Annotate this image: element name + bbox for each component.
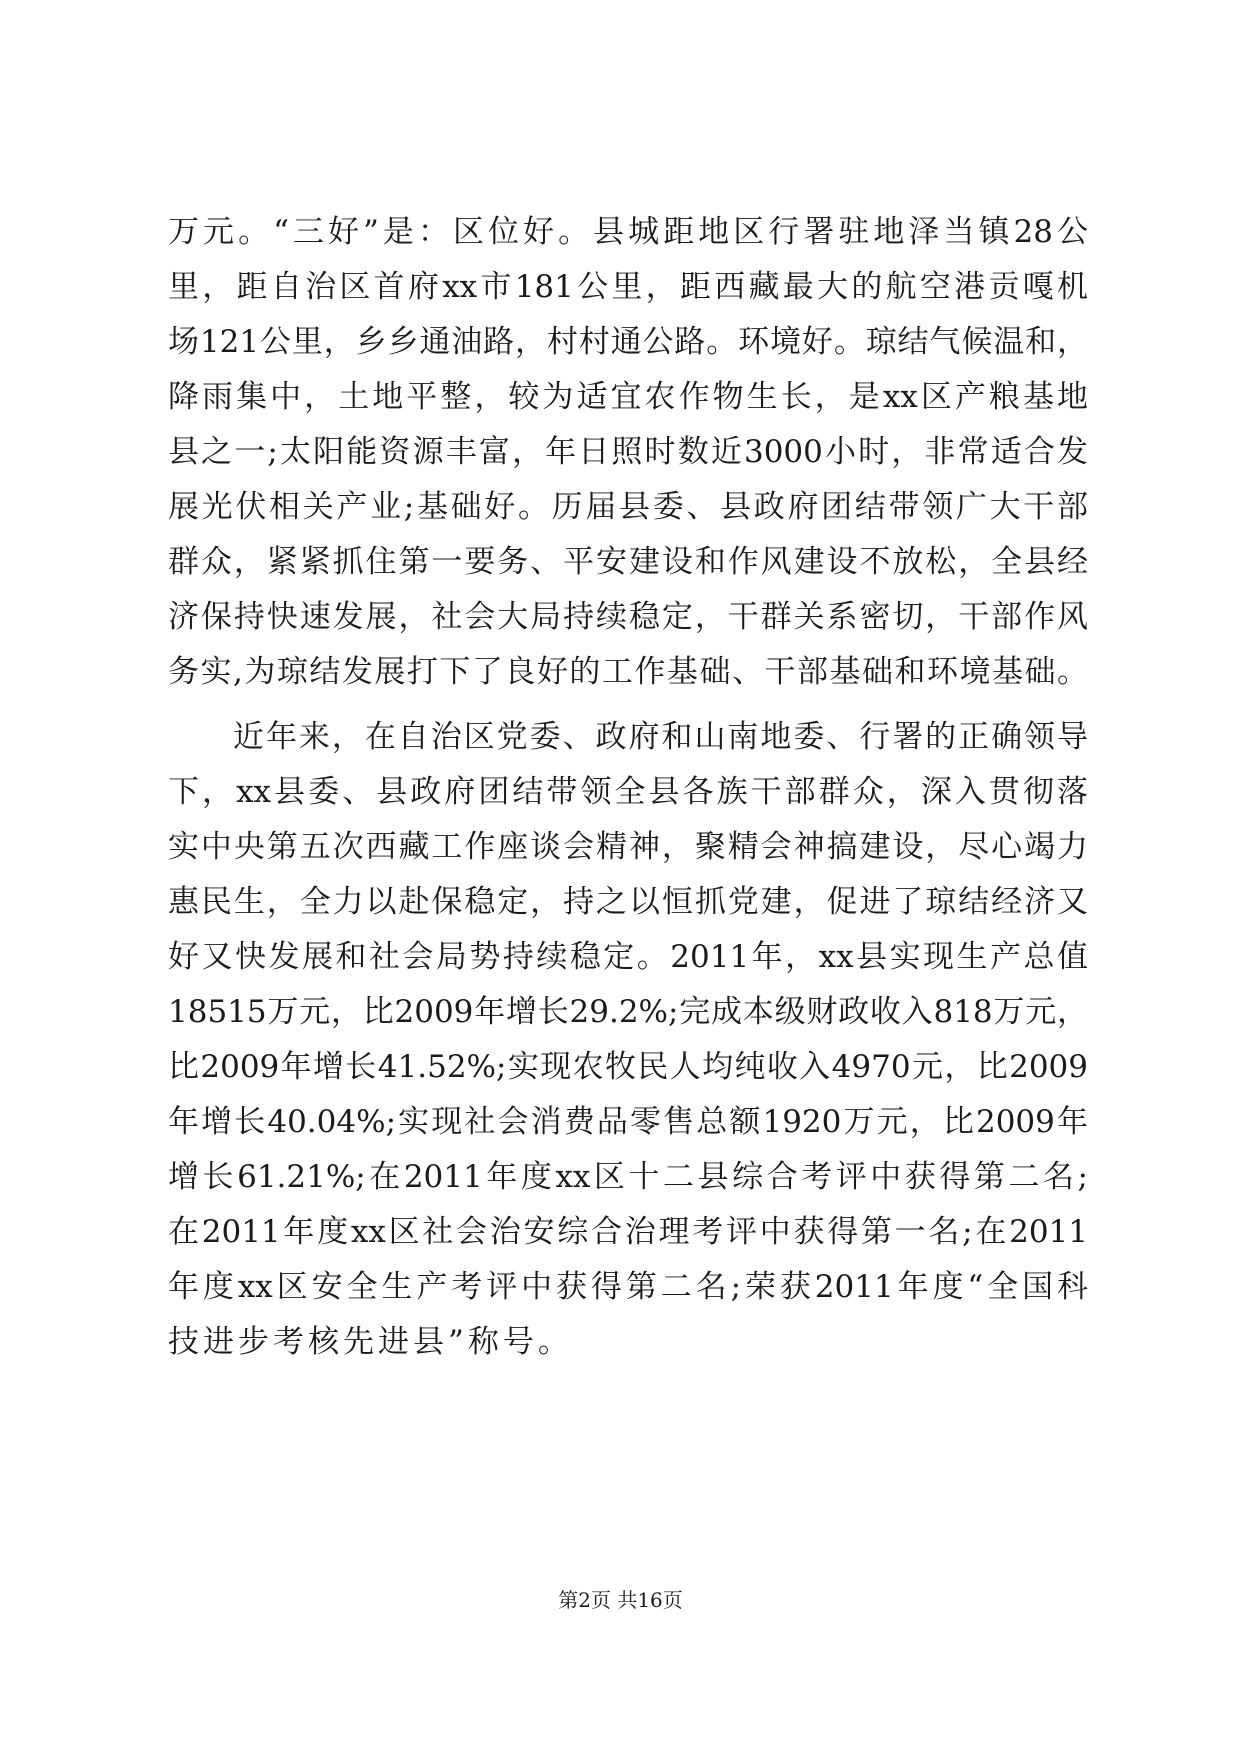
text-line-11: 下，xx县委、县政府团结带领全县各族干部群众，深入贯彻落 [168, 774, 1088, 810]
text-line-19: 在2011年度xx区社会治安综合治理考评中获得第一名;在2011 [168, 1214, 1088, 1250]
text-line-8: 济保持快速发展，社会大局持续稳定，干群关系密切，干部作风 [168, 599, 1088, 635]
text-line-3: 场121公里，乡乡通油路，村村通公路。环境好。琼结气候温和， [168, 324, 1088, 360]
text-line-1: 万元。“三好”是：区位好。县城距地区行署驻地泽当镇28公 [168, 214, 1088, 250]
text-line-2: 里，距自治区首府xx市181公里，距西藏最大的航空港贡嘎机 [168, 269, 1088, 305]
paragraph-2-line-1: 近年来，在自治区党委、政府和山南地委、行署的正确领导 [233, 719, 1088, 755]
text-line-7: 群众，紧紧抓住第一要务、平安建设和作风建设不放松，全县经 [168, 544, 1088, 580]
text-line-6: 展光伏相关产业;基础好。历届县委、县政府团结带领广大干部 [168, 489, 1088, 525]
text-line-16: 比2009年增长41.52%;实现农牧民人均纯收入4970元，比2009 [168, 1049, 1088, 1085]
text-line-20: 年度xx区安全生产考评中获得第二名;荣获2011年度“全国科 [168, 1269, 1088, 1305]
text-line-18: 增长61.21%;在2011年度xx区十二县综合考评中获得第二名; [168, 1159, 1088, 1195]
text-line-14: 好又快发展和社会局势持续稳定。2011年，xx县实现生产总值 [168, 939, 1088, 975]
text-line-13: 惠民生，全力以赴保稳定，持之以恒抓党建，促进了琼结经济又 [168, 884, 1088, 920]
text-line-17: 年增长40.04%;实现社会消费品零售总额1920万元，比2009年 [168, 1104, 1088, 1140]
text-line-5: 县之一;太阳能资源丰富，年日照时数近3000小时，非常适合发 [168, 434, 1088, 470]
text-line-15: 18515万元，比2009年增长29.2%;完成本级财政收入818万元， [168, 994, 1088, 1030]
text-line-4: 降雨集中，土地平整，较为适宜农作物生长，是xx区产粮基地 [168, 379, 1088, 415]
text-line-21: 技进步考核先进县”称号。 [168, 1324, 573, 1360]
text-line-9: 务实,为琼结发展打下了良好的工作基础、干部基础和环境基础。 [168, 654, 1088, 690]
text-line-12: 实中央第五次西藏工作座谈会精神，聚精会神搞建设，尽心竭力 [168, 829, 1088, 865]
page-number-footer: 第2页 共16页 [558, 1588, 683, 1612]
